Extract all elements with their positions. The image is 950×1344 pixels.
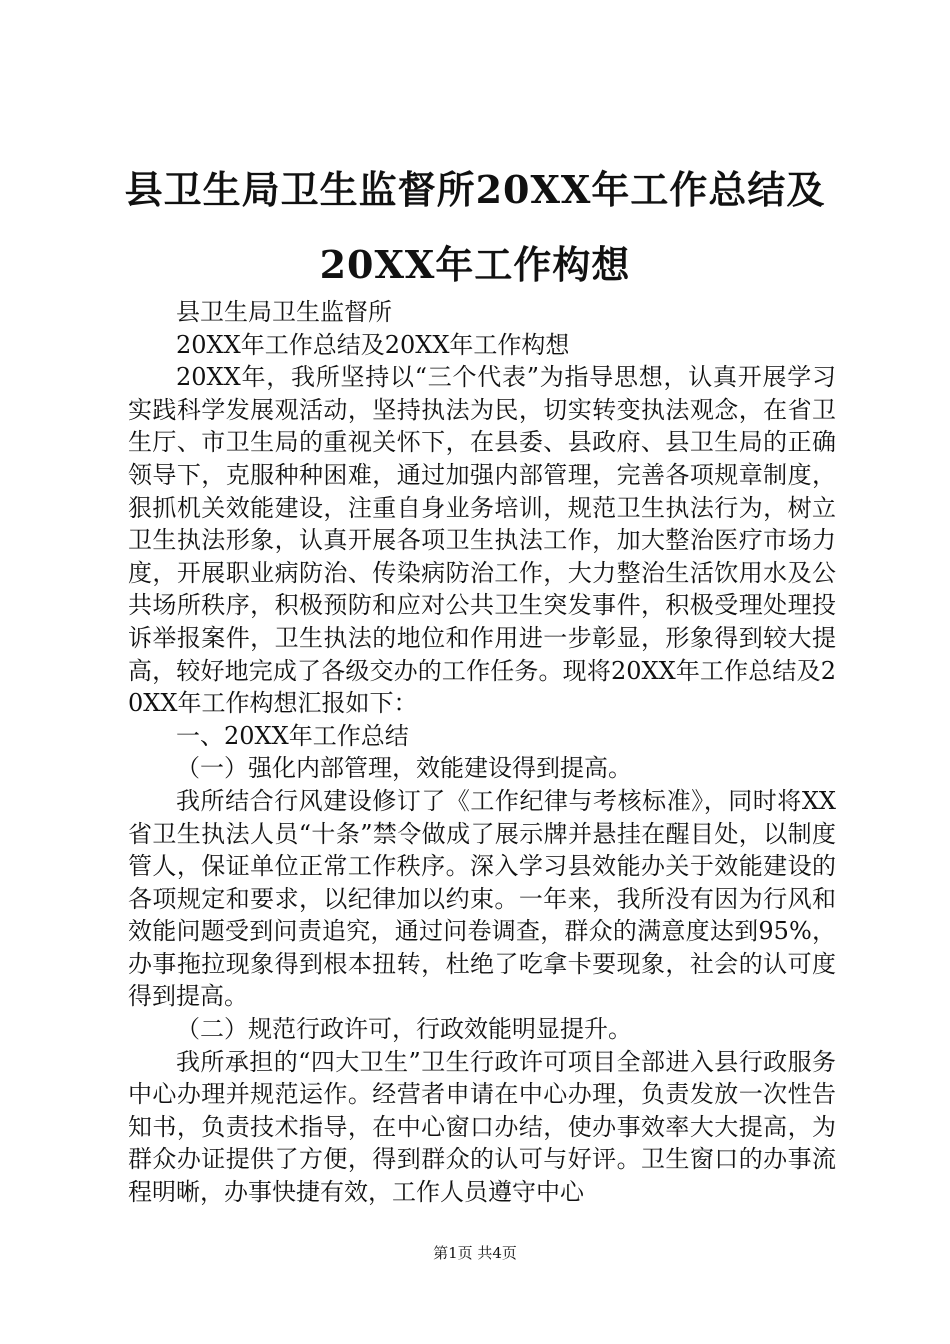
document-title: 县卫生局卫生监督所20XX年工作总结及20XX年工作构想 (124, 167, 826, 287)
paragraph-intro: 20XX年，我所坚持以“三个代表”为指导思想，认真开展学习实践科学发展观活动，坚持执法为民，切实转变执法观念，在省卫生厅、市卫生局的重视关怀下，在县委、县政府、县卫生局的正确领导下，克服种种困难，通过加强内部管理，完善各项规章制度，狠抓机关效能建设，注重自身业务培训，规范卫生执法行为，树立卫生执法形象，认真开展各项卫生执法工作，加大整治医疗市场力度，开展职业病防治、传染病防治工作，大力整治生活饮用水及公共场所秩序，积极预防和应对公共卫生突发事件，积极受理处理投诉举报案件，卫生执法的地位和作用进一步彰显，形象得到较大提高，较好地完成了各级交办的工作任务。现将20XX年工作总结及20XX年工作构想汇报如下： (128, 363, 836, 718)
paragraph-subsection-2: 我所承担的“四大卫生”卫生行政许可项目全部进入县行政服务中心办理并规范运作。经营者申请在中心办理，负责发放一次性告知书，负责技术指导，在中心窗口办结，使办事效率大大提高，为群众办证提供了方便，得到群众的认可与好评。卫生窗口的办事流程明晰，办事快捷有效，工作人员遵守中心 (128, 1047, 836, 1207)
paragraph-subsection-1: 我所结合行风建设修订了《工作纪律与考核标准》，同时将XX省卫生执法人员“十条”禁令做成了展示牌并悬挂在醒目处，以制度管人，保证单位正常工作秩序。深入学习县效能办关于效能建设的各项规定和要求，以纪律加以约束。一年来，我所没有因为行风和效能问题受到问责追究，通过问卷调查，群众的满意度达到95%，办事拖拉现象得到根本扭转，杜绝了吃拿卡要现象，社会的认可度得到提高。 (128, 786, 836, 1011)
subsection-heading-2: （二）规范行政许可，行政效能明显提升。 (176, 1015, 632, 1044)
paragraph-subtitle: 20XX年工作总结及20XX年工作构想 (176, 330, 570, 359)
document-body (128, 296, 836, 1209)
section-heading: 一、20XX年工作总结 (176, 721, 409, 750)
subsection-heading-1: （一）强化内部管理，效能建设得到提高。 (176, 754, 632, 783)
paragraph-org: 县卫生局卫生监督所 (176, 298, 392, 326)
page-footer: 第1页 共4页 (433, 1244, 517, 1262)
